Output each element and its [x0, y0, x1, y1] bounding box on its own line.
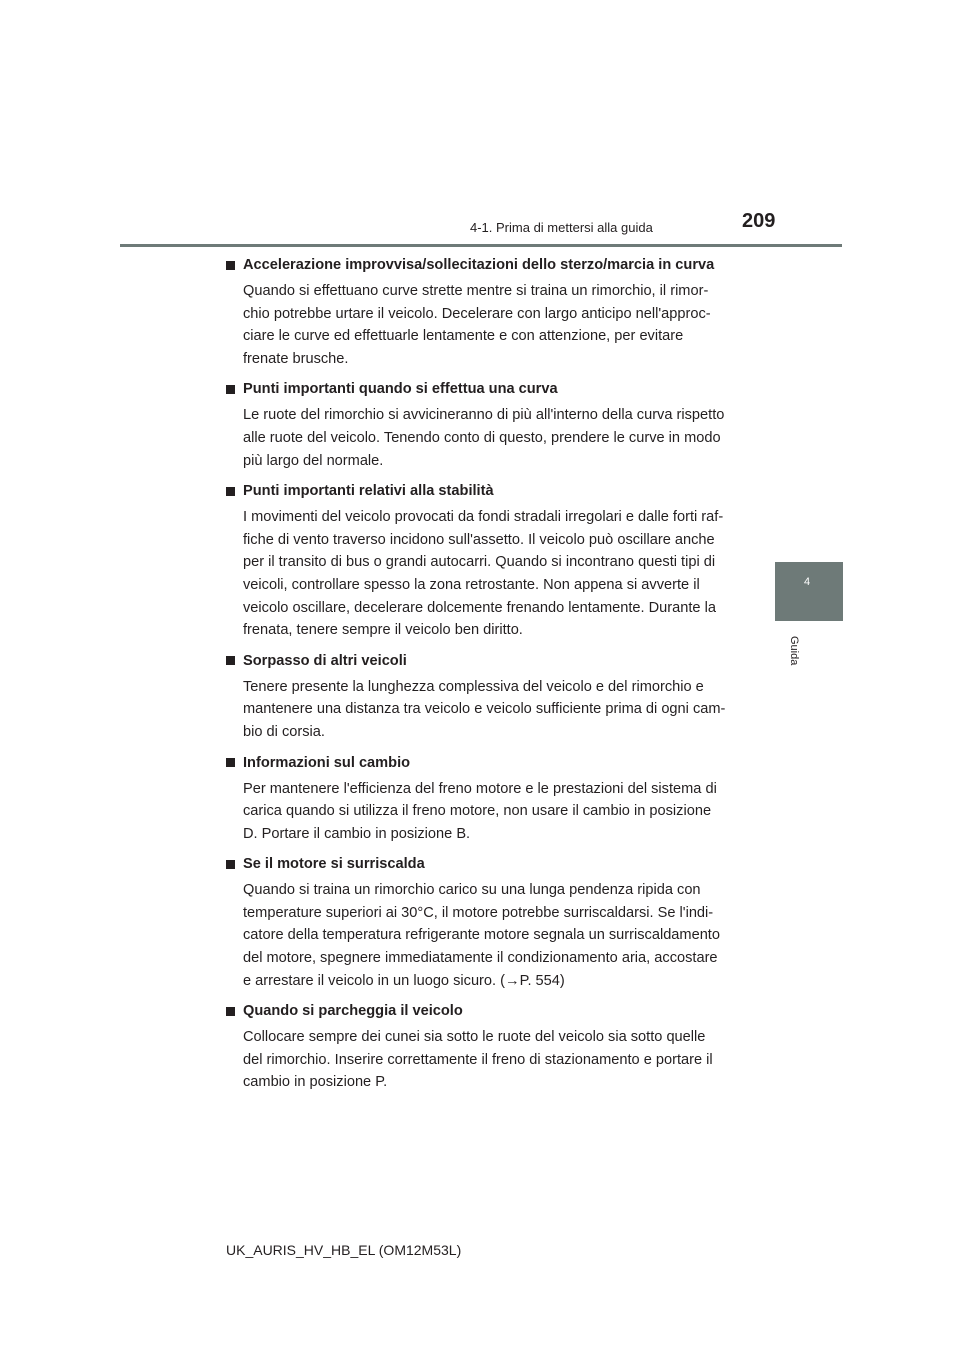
section-transmission: [226, 752, 744, 846]
square-bullet-icon: [226, 758, 235, 767]
section-heading: Punti importanti quando si effettua una curva: [243, 381, 558, 398]
section-overheating: [226, 853, 744, 992]
chapter-number: 4: [804, 576, 811, 588]
section-sudden-acceleration: [226, 254, 744, 370]
section-heading: Punti importanti relativi alla stabilità: [243, 483, 494, 500]
square-bullet-icon: [226, 860, 235, 869]
section-body: Per mantenere l'efficienza del freno motore e le prestazioni del sistema di carica quando si utilizza il freno motore, non usare il cambio in posizione D. Portare il cambio in posizione B.: [243, 780, 717, 842]
section-cornering: [226, 378, 744, 472]
section-parking: [226, 1000, 744, 1094]
section-body: I movimenti del veicolo provocati da fondi stradali irregolari e dalle forti raf- fiche di vento traverso incidono sull'assetto. Il veicolo può oscillare anche per il transito di bus o grandi autocarri. Quando si incontrano questi tipi di veicoli, controllare spesso la zona retrostante. Non appena si avverte il veicolo oscillare, decelerare dolcemente frenando lentamente. Durante la frenata, tenere sempre il veicolo ben diritto.: [243, 509, 724, 639]
chapter-label: Guida: [788, 636, 800, 666]
section-overtaking: [226, 650, 744, 744]
square-bullet-icon: [226, 487, 235, 496]
footer-doc-code: UK_AURIS_HV_HB_EL (OM12M53L): [226, 1242, 462, 1258]
section-heading: Accelerazione improvvisa/sollecitazioni dello sterzo/marcia in curva: [243, 257, 715, 273]
square-bullet-icon: [226, 385, 235, 394]
section-body: Tenere presente la lunghezza complessiva del veicolo e del rimorchio e mantenere una distanza tra veicolo e veicolo sufficiente prima di ogni cam- bio di corsia.: [243, 678, 726, 740]
square-bullet-icon: [226, 656, 235, 665]
section-body: Le ruote del rimorchio si avvicineranno di più all'interno della curva rispetto alle ruote del veicolo. Tenendo conto di questo, prendere le curve in modo più largo del normale.: [243, 407, 725, 469]
section-body: Quando si traina un rimorchio carico su una lunga pendenza ripida con temperature superiori ai 30°C, il motore potrebbe surriscaldarsi. Se l'indi- catore della temperatura refrigerante motore segnala un surriscaldamento del motore, spegnere immediatamente il condizionamento aria, accostare e arrestare il veicolo in un luogo sicuro. (→P. 554): [243, 882, 720, 989]
section-stability: [226, 480, 744, 642]
page-content: [226, 254, 744, 1102]
page-number: 209: [742, 210, 776, 232]
section-heading: Se il motore si surriscalda: [243, 856, 425, 873]
section-body: Collocare sempre dei cunei sia sotto le ruote del veicolo sia sotto quelle del rimorchio. Inserire correttamente il freno di stazionamento e portare il cambio in posizione P.: [243, 1029, 713, 1091]
section-heading: Quando si parcheggia il veicolo: [243, 1003, 463, 1020]
header-divider: [120, 244, 842, 247]
section-heading: Sorpasso di altri veicoli: [243, 652, 407, 669]
chapter-tab[interactable]: [775, 562, 843, 621]
section-heading: Informazioni sul cambio: [243, 754, 411, 771]
square-bullet-icon: [226, 1007, 235, 1016]
square-bullet-icon: [226, 261, 235, 270]
header-section-title: 4-1. Prima di mettersi alla guida: [470, 220, 653, 235]
section-body: Quando si effettuano curve strette mentre si traina un rimorchio, il rimor- chio potrebbe urtare il veicolo. Decelerare con largo anticipo nell'approc- ciare le curve ed effettuarle lentamente e con attenzione, per evitare frenate brusche.: [243, 283, 711, 367]
